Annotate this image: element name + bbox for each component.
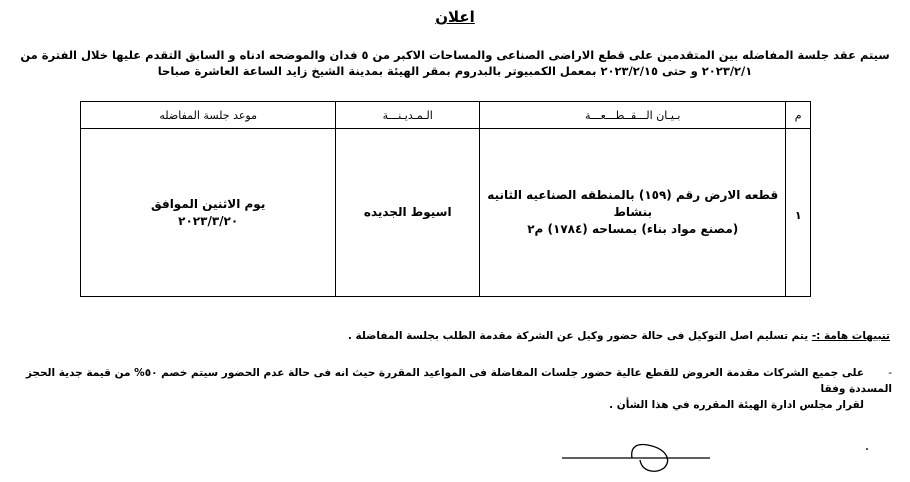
note-2-line-1: على جميع الشركات مقدمة العروض للقطع عالية حضور جلسات المفاضلة فى المواعيد المقررة حيث انه فى حالة عدم الحضور سيتم خصم ٥٠% من قيمة جدية الحجز المسددة وفقا bbox=[25, 367, 892, 395]
signature-mark bbox=[560, 440, 710, 474]
header-city: الـمـديـنـــة bbox=[336, 102, 480, 129]
header-session-date: موعد جلسة المفاضله bbox=[81, 102, 336, 129]
plots-table bbox=[80, 101, 811, 297]
page-title: اعلان bbox=[435, 8, 475, 26]
city-value: اسيوط الجديده bbox=[363, 205, 452, 219]
header-num: م bbox=[786, 102, 811, 129]
row-session-date bbox=[81, 129, 336, 297]
session-date-line-1: يوم الاثنين الموافق bbox=[151, 196, 266, 211]
row-description bbox=[480, 129, 786, 297]
note-1-text: يتم تسليم اصل التوكيل فى حالة حضور وكيل عن الشركة مقدمة الطلب بجلسة المفاضلة . bbox=[347, 330, 812, 342]
intro-paragraph: سيتم عقد جلسة المفاضله بين المتقدمين على قطع الاراضى الصناعى والمساحات الاكبر من ٥ فدان والموضحه ادناه و السابق التقدم عليها خلال الفترة من ٢٠٢٣/٢/١ و حتى ٢٠٢٣/٢/١٥ بمعمل الكمبيوتر بالبدروم بمقر الهيئة بمدينة الشيخ زايد الساعة العاشرة صباحا bbox=[20, 48, 890, 78]
row-city bbox=[336, 129, 480, 297]
notes-lead: تنبيهات هامة :- bbox=[811, 330, 890, 342]
note-2-bullet: - bbox=[888, 367, 892, 379]
session-date-line-2: ٢٠٢٣/٣/٢٠ bbox=[178, 213, 239, 228]
important-note-1 bbox=[20, 330, 890, 342]
stray-mark bbox=[866, 448, 868, 450]
description-line-1: قطعه الارض رقم (١٥٩) بالمنطقه الصناعيه الثانيه بنشاط bbox=[487, 188, 779, 219]
row-num: ١ bbox=[786, 129, 811, 297]
header-description: بـيـان الـــقــطـــعـــة bbox=[480, 102, 786, 129]
note-2-line-2: لقرار مجلس ادارة الهيئة المقرره في هذا الشأن . bbox=[609, 399, 864, 411]
table-row bbox=[81, 129, 811, 297]
important-note-2 bbox=[12, 365, 892, 413]
table-header-row bbox=[81, 102, 811, 129]
description-line-2: (مصنع مواد بناء) بمساحه (١٧٨٤) م٢ bbox=[527, 222, 739, 236]
